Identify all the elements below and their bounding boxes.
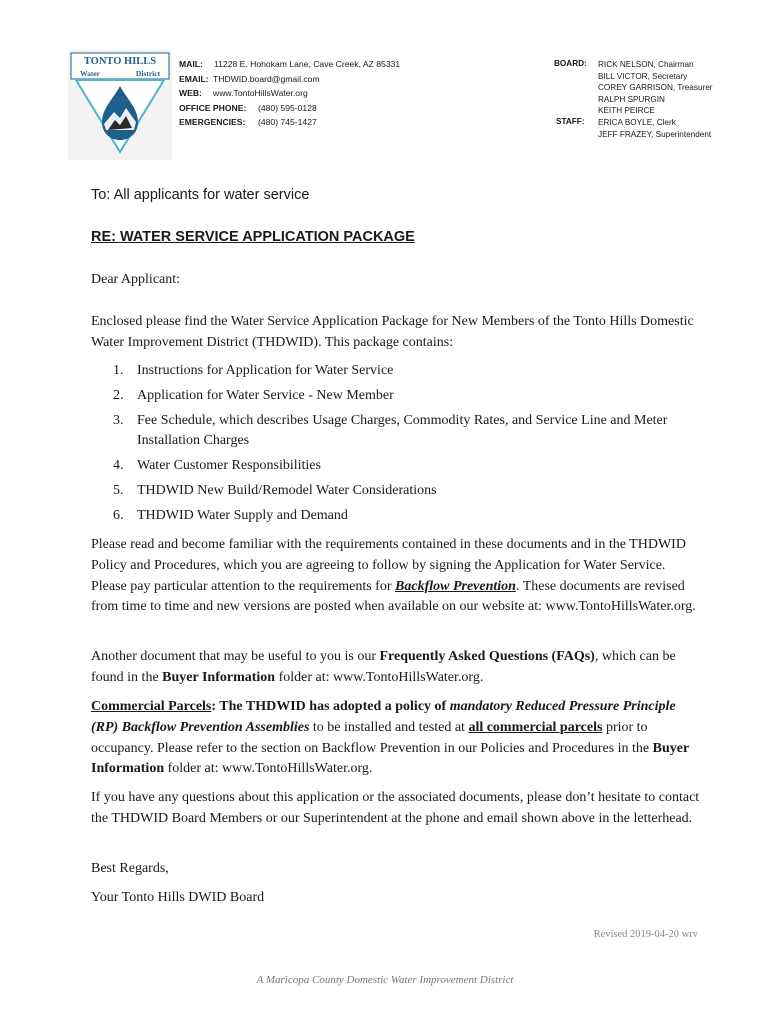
- requirements-paragraph: [91, 535, 701, 618]
- questions-paragraph: [91, 788, 701, 830]
- list-item-text: THDWID New Build/Remodel Water Considerations: [137, 482, 437, 498]
- closing-text: Best Regards,: [91, 861, 169, 876]
- board-member: KEITH PEIRCE: [598, 106, 655, 116]
- board-member: BILL VICTOR, Secretary: [598, 71, 688, 81]
- intro-text: Enclosed please find the Water Service Application Package for New Members of the Tonto Hills Domestic Water Improvement District (THDWID). This package contains:: [91, 314, 694, 350]
- list-item: [91, 506, 701, 527]
- office-phone: (480) 595-0128: [258, 102, 317, 113]
- list-item-text: Application for Water Service - New Member: [137, 387, 394, 403]
- logo-name-top: TONTO HILLS: [83, 56, 157, 67]
- package-contents-list: [91, 361, 701, 531]
- logo-graphic: [68, 50, 172, 160]
- p3-text-h: folder at: www.TontoHillsWater.org.: [164, 761, 373, 777]
- page-footer: A Maricopa County Domestic Water Improvement District: [256, 974, 514, 986]
- staff-label: STAFF:: [556, 117, 585, 126]
- list-item-text: Water Customer Responsibilities: [137, 458, 321, 474]
- list-item-number: 2.: [113, 387, 124, 403]
- list-item-number: 5.: [113, 482, 124, 498]
- board-member: COREY GARRISON, Treasurer: [598, 83, 713, 93]
- list-item-number: 6.: [113, 507, 124, 523]
- web-label: WEB:: [179, 88, 202, 99]
- commercial-parcels-heading: Commercial Parcels: [91, 699, 212, 714]
- logo-name-right: District: [135, 69, 161, 78]
- p1-text-a: Please read and become familiar with the requirements contained in these documents and in the THDWID Policy and Procedures, which you are agreeing to follow by signing the Application for Water Service. Please pay particular attention to the requirements for: [91, 537, 686, 594]
- list-item: [91, 386, 701, 407]
- greeting: [91, 270, 701, 291]
- emergencies-row: [179, 115, 400, 130]
- to-line: To: All applicants for water service: [91, 187, 310, 203]
- p3-text-f: prior to occupancy. Please refer to the section on Backflow Prevention in our Policies and Procedures in the: [91, 719, 653, 756]
- list-item: [91, 481, 701, 502]
- p2-text-a: Another document that may be useful to you is our: [91, 649, 380, 664]
- staff-member: JEFF FRAZEY, Superintendent: [598, 129, 712, 139]
- p3-text-b: : The THDWID has adopted a policy of: [211, 699, 450, 714]
- district-logo: [68, 50, 172, 160]
- email-row: [179, 72, 400, 87]
- signature: [91, 888, 701, 909]
- list-item-text: Instructions for Application for Water Service: [137, 363, 394, 378]
- website-link[interactable]: www.TontoHillsWater.org: [213, 88, 308, 99]
- email-label: EMAIL:: [179, 73, 209, 84]
- board-label: BOARD:: [554, 59, 587, 68]
- list-item-number: 4.: [113, 458, 124, 474]
- mail-label: MAIL:: [179, 59, 203, 69]
- list-item-text: Fee Schedule, which describes Usage Charges, Commodity Rates, and Service Line and Meter Installation Charges: [137, 412, 668, 449]
- list-item: [91, 411, 701, 453]
- commercial-parcels-paragraph: [91, 697, 701, 780]
- email-address[interactable]: THDWID.board@gmail.com: [213, 73, 320, 84]
- list-item-number: 3.: [113, 412, 124, 428]
- p2-text-e: folder at: www.TontoHillsWater.org.: [275, 669, 484, 685]
- closing: [91, 859, 701, 880]
- staff-member: ERICA BOYLE, Clerk: [598, 117, 676, 127]
- backflow-prevention-emphasis: Backflow Prevention: [395, 578, 516, 594]
- all-commercial-parcels-emphasis: all commercial parcels: [468, 719, 603, 735]
- rp-backflow-emphasis: mandatory Reduced Pressure Principle (RP) Backflow Prevention Assemblies: [91, 699, 676, 735]
- list-item-text: THDWID Water Supply and Demand: [137, 507, 348, 523]
- logo-name-left: Water: [80, 69, 100, 78]
- web-row: [179, 86, 400, 101]
- faq-paragraph: [91, 647, 701, 689]
- subject-line: RE: WATER SERVICE APPLICATION PACKAGE: [91, 229, 415, 245]
- signature-text: Your Tonto Hills DWID Board: [91, 890, 265, 905]
- intro-paragraph: [91, 312, 701, 354]
- buyer-information-emphasis: Buyer Information: [162, 669, 276, 685]
- list-item: [91, 361, 701, 382]
- mail-address: 11228 E. Hohokam Lane, Cave Creek, AZ 85331: [214, 59, 401, 69]
- questions-text: If you have any questions about this application or the associated documents, please don’t hesitate to contact the THDWID Board Members or our Superintendent at the phone and email shown above in the letterhead.: [91, 790, 700, 826]
- list-item: [91, 456, 701, 477]
- board-member: RICK NELSON, Chairman: [598, 60, 694, 69]
- emergencies-label: EMERGENCIES:: [179, 117, 246, 128]
- emergency-phone: (480) 745-1427: [258, 117, 317, 128]
- p3-text-d: to be installed and tested at: [309, 719, 469, 735]
- buyer-information-emphasis: Buyer Information: [91, 740, 689, 777]
- board-member: RALPH SPURGIN: [598, 94, 665, 104]
- revision-note: Revised 2019-04-20 wrv: [593, 929, 698, 940]
- greeting-text: Dear Applicant:: [91, 272, 181, 287]
- mail-row: [179, 57, 400, 72]
- phone-label: OFFICE PHONE:: [179, 102, 247, 113]
- faq-emphasis: Frequently Asked Questions (FAQs): [379, 649, 595, 664]
- phone-row: [179, 101, 400, 116]
- board-staff-list: [598, 59, 713, 140]
- contact-info: [179, 57, 400, 130]
- p1-text-c: . These documents are revised from time to time and new versions are posted when available on our website at: www.TontoHillsWater.org.: [91, 578, 696, 615]
- list-item-number: 1.: [113, 363, 124, 378]
- p2-text-c: , which can be found in the: [91, 649, 676, 685]
